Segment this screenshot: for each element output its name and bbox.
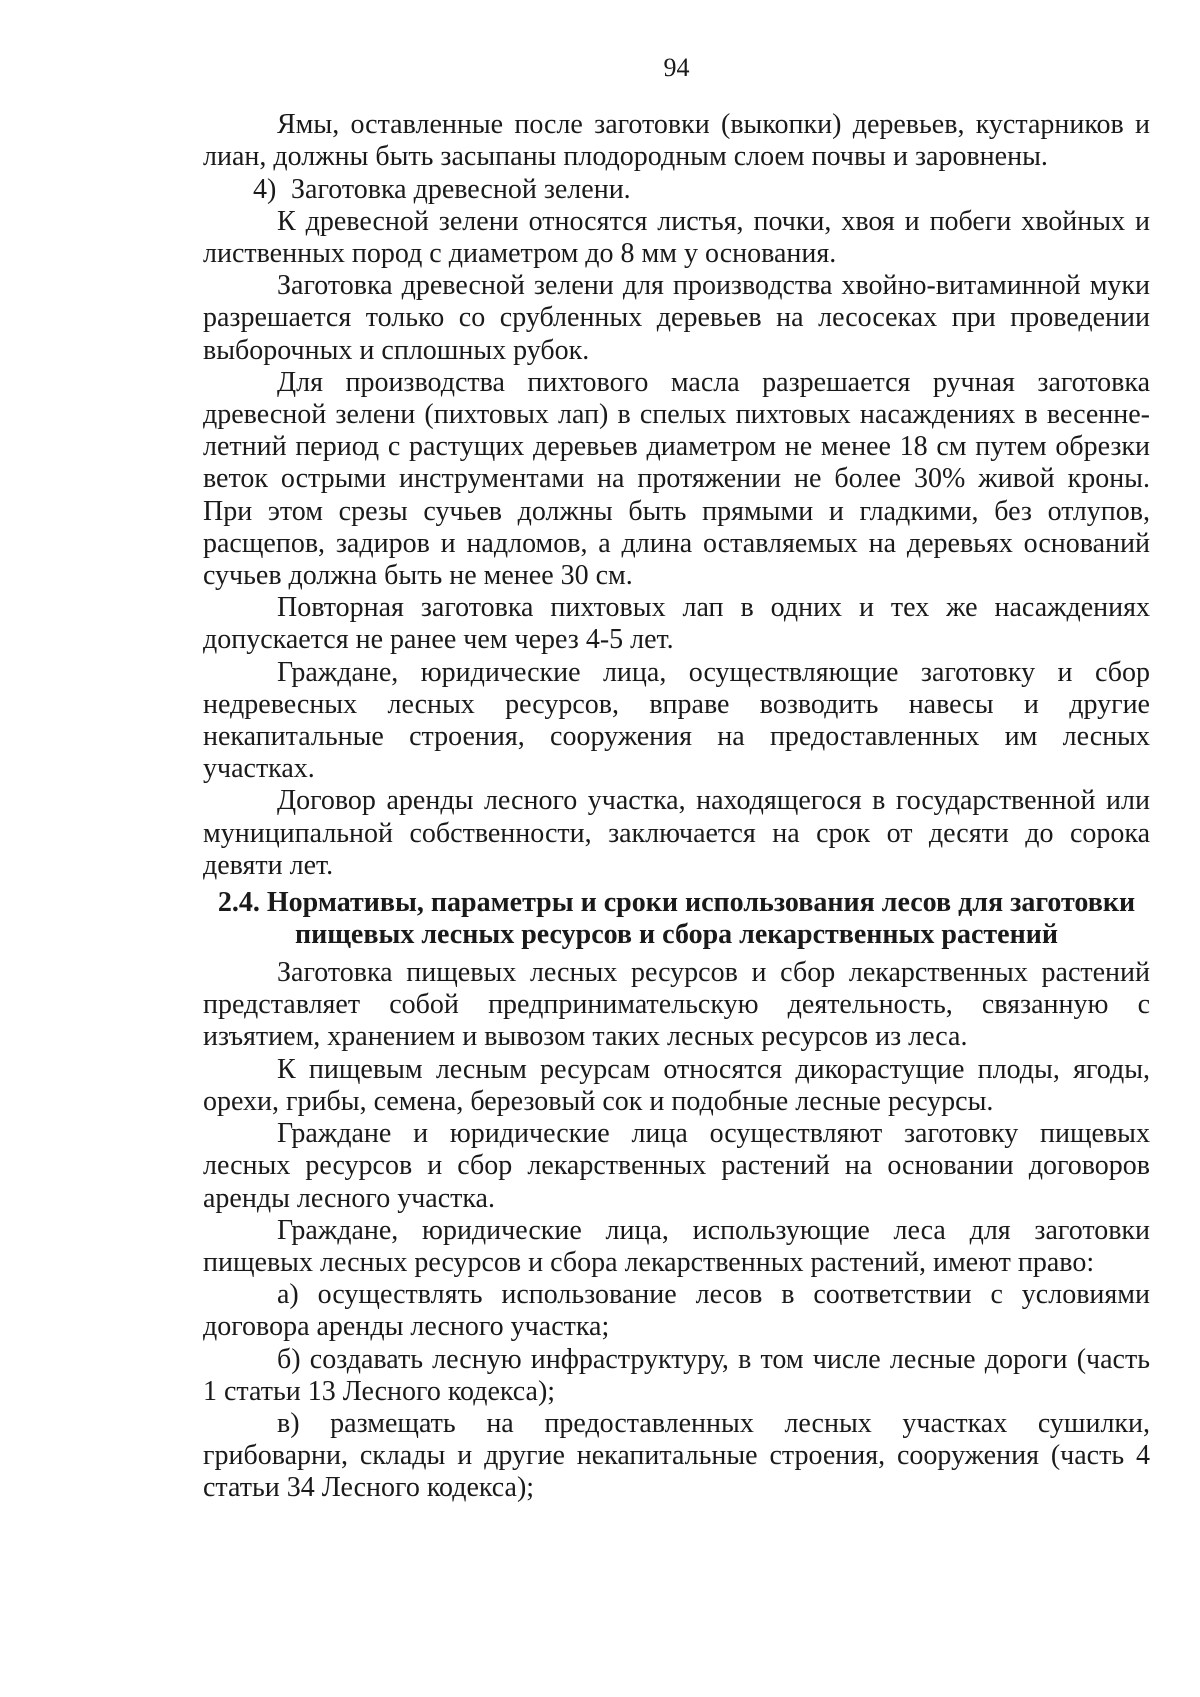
paragraph: б) создавать лесную инфраструктуру, в том числе лесные дороги (часть 1 статьи 13 Лесного кодекса); bbox=[203, 1343, 1150, 1407]
section-heading-line-2: пищевых лесных ресурсов и сбора лекарственных растений bbox=[295, 919, 1058, 951]
paragraph: в) размещать на предоставленных лесных участках сушилки, грибоварни, склады и другие некапитальные строения, сооружения (часть 4 статьи 34 Лесного кодекса); bbox=[203, 1407, 1150, 1504]
paragraph: К пищевым лесным ресурсам относятся дикорастущие плоды, ягоды, орехи, грибы, семена, березовый сок и подобные лесные ресурсы. bbox=[203, 1053, 1150, 1117]
paragraph: Для производства пихтового масла разрешается ручная заготовка древесной зелени (пихтовых лап) в спелых пихтовых насаждениях в весенне-летний период с растущих деревьев диаметром не менее 18 см путем обрезки веток острыми инструментами на протяжении не более 30% живой кроны. При этом срезы сучьев должны быть прямыми и гладкими, без отлупов, расщепов, задиров и надломов, а длина оставляемых на деревьях оснований сучьев должна быть не менее 30 см. bbox=[203, 366, 1150, 592]
list-item-text: Заготовка древесной зелени. bbox=[291, 173, 631, 205]
text-section-bottom bbox=[203, 957, 1150, 1504]
paragraph: Заготовка пищевых лесных ресурсов и сбор лекарственных растений представляет собой предпринимательскую деятельность, связанную с изъятием, хранением и вывозом таких лесных ресурсов из леса. bbox=[203, 957, 1150, 1053]
paragraph: Договор аренды лесного участка, находящегося в государственной или муниципальной собственности, заключается на срок от десяти до сорока девяти лет. bbox=[203, 785, 1150, 881]
section-heading bbox=[203, 887, 1150, 951]
paragraph: Заготовка древесной зелени для производства хвойно-витаминной муки разрешается только со срубленных деревьев на лесосеках при проведении выборочных и сплошных рубок. bbox=[203, 270, 1150, 366]
paragraph: Граждане, юридические лица, использующие леса для заготовки пищевых лесных ресурсов и сбора лекарственных растений, имеют право: bbox=[203, 1214, 1150, 1278]
paragraph: Ямы, оставленные после заготовки (выкопки) деревьев, кустарников и лиан, должны быть засыпаны плодородным слоем почвы и заровнены. bbox=[203, 109, 1150, 173]
text-section-top bbox=[203, 109, 1150, 882]
paragraph: Граждане и юридические лица осуществляют заготовку пищевых лесных ресурсов и сбор лекарственных растений на основании договоров аренды лесного участка. bbox=[203, 1118, 1150, 1214]
list-item bbox=[203, 174, 1150, 206]
paragraph: Повторная заготовка пихтовых лап в одних и тех же насаждениях допускается не ранее чем через 4-5 лет. bbox=[203, 592, 1150, 656]
page-number: 94 bbox=[663, 53, 690, 82]
section-heading-line-1: 2.4. Нормативы, параметры и сроки использования лесов для заготовки bbox=[217, 887, 1136, 919]
paragraph: Граждане, юридические лица, осуществляющие заготовку и сбор недревесных лесных ресурсов, вправе возводить навесы и другие некапитальные строения, сооружения на предоставленных им лесных участках. bbox=[203, 656, 1150, 785]
paragraph: а) осуществлять использование лесов в соответствии с условиями договора аренды лесного участка; bbox=[203, 1279, 1150, 1343]
paragraph: К древесной зелени относятся листья, почки, хвоя и побеги хвойных и лиственных пород с диаметром до 8 мм у основания. bbox=[203, 205, 1150, 270]
list-item-number: 4) bbox=[253, 173, 277, 205]
document-page bbox=[203, 52, 1150, 1505]
